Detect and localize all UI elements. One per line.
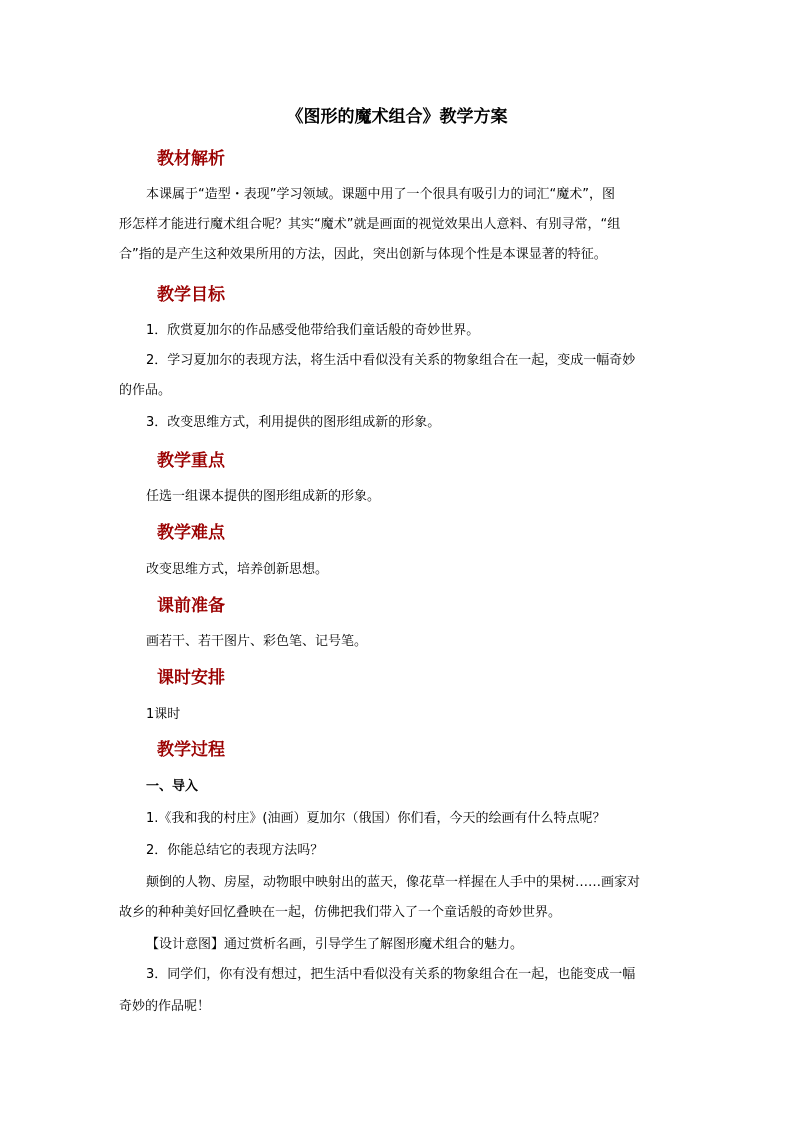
goals-line-4: 3．改变思维方式，利用提供的图形组成新的形象。 xyxy=(146,415,441,430)
preparation-line-1: 画若干、若干图片、彩色笔、记号笔。 xyxy=(146,634,368,649)
difficulties-line-1: 改变思维方式，培养创新思想。 xyxy=(146,562,329,577)
process-line-6: 【设计意图】通过赏析名画，引导学生了解图形魔术组合的魅力。 xyxy=(146,937,524,952)
process-line-4: 颠倒的人物、房屋，动物眼中映射出的蓝天，像花草一样握在人手中的果树……画家对 xyxy=(146,875,641,890)
schedule-line-1: 1课时 xyxy=(146,707,181,722)
heading-schedule: 课时安排 xyxy=(157,668,225,688)
goals-line-3: 的作品。 xyxy=(119,383,172,398)
process-line-7: 3．同学们，你有没有想过，把生活中看似没有关系的物象组合在一起，也能变成一幅 xyxy=(146,967,636,982)
goals-line-1: 1．欣赏夏加尔的作品感受他带给我们童话般的奇妙世界。 xyxy=(146,323,480,338)
analysis-line-3: 合”指的是产生这种效果所用的方法，因此，突出创新与体现个性是本课显著的特征。 xyxy=(119,247,607,262)
heading-goals: 教学目标 xyxy=(157,285,225,305)
process-line-5: 故乡的种种美好回忆叠映在一起，仿佛把我们带入了一个童话般的奇妙世界。 xyxy=(119,905,562,920)
heading-preparation: 课前准备 xyxy=(157,596,225,616)
heading-analysis: 教材解析 xyxy=(157,149,225,169)
process-line-3: 2．你能总结它的表现方法吗？ xyxy=(146,843,324,858)
heading-key-points: 教学重点 xyxy=(157,451,225,471)
document-title: 《图形的魔术组合》教学方案 xyxy=(286,107,508,127)
analysis-line-2: 形怎样才能进行魔术组合呢？其实“魔术”就是画面的视觉效果出人意料、有别寻常，“组 xyxy=(119,217,621,232)
process-line-8: 奇妙的作品呢！ xyxy=(119,999,211,1014)
analysis-line-1: 本课属于“造型・表现”学习领域。课题中用了一个很具有吸引力的词汇“魔术”，图 xyxy=(146,187,615,202)
key-points-line-1: 任选一组课本提供的图形组成新的形象。 xyxy=(146,489,381,504)
process-line-2: 1.《我和我的村庄》(油画）夏加尔（俄国）你们看，今天的绘画有什么特点呢？ xyxy=(146,811,606,826)
process-line-1: 一、导入 xyxy=(146,779,199,794)
goals-line-2: 2．学习夏加尔的表现方法，将生活中看似没有关系的物象组合在一起，变成一幅奇妙 xyxy=(146,353,636,368)
heading-process: 教学过程 xyxy=(157,740,225,760)
heading-difficulties: 教学难点 xyxy=(157,523,225,543)
